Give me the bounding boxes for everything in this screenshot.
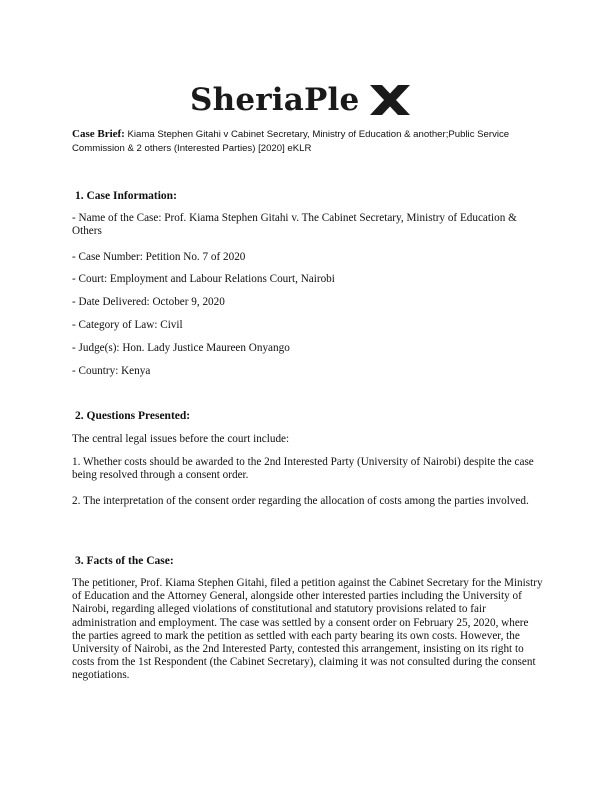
case-info-date: - Date Delivered: October 9, 2020 xyxy=(72,296,225,308)
questions-intro: The central legal issues before the court include: xyxy=(72,433,290,445)
case-info-country: - Country: Kenya xyxy=(72,365,151,377)
case-info-name: - Name of the Case: Prof. Kiama Stephen Gitahi v. The Cabinet Secretary, Ministry of Education & Others xyxy=(72,212,517,238)
question-item: 1. Whether costs should be awarded to the 2nd Interested Party (University of Nairobi) despite the case being resolved through a consent order. xyxy=(72,456,534,482)
case-info-category: - Category of Law: Civil xyxy=(72,319,183,331)
case-info-number: - Case Number: Petition No. 7 of 2020 xyxy=(72,251,246,263)
section-heading-facts: 3. Facts of the Case: xyxy=(75,555,174,567)
case-info-court: - Court: Employment and Labour Relations Court, Nairobi xyxy=(72,273,335,285)
case-info-judges: - Judge(s): Hon. Lady Justice Maureen Onyango xyxy=(72,342,290,354)
sheriaplex-logo xyxy=(190,80,430,120)
x-mark-logo-icon xyxy=(368,83,412,117)
facts-paragraph: The petitioner, Prof. Kiama Stephen Gitahi, filed a petition against the Cabinet Secretary for the Ministry of Education and the Attorney General, alongside other interested parties including the University of Nairobi, regarding alleged violations of constitutional and statutory provisions related to fair administration and employment. The case was settled by a consent order on February 25, 2020, where the parties agreed to mark the petition as settled with each party bearing its own costs. However, the University of Nairobi, as the 2nd Interested Party, contested this arrangement, insisting on its right to costs from the 1st Respondent (the Cabinet Secretary), claiming it was not consulted during the consent negotiations. xyxy=(72,577,543,682)
question-item: 2. The interpretation of the consent order regarding the allocation of costs among the parties involved. xyxy=(72,495,529,507)
logo-wordmark: SheriaPle xyxy=(190,82,360,118)
section-heading-case-information: 1. Case Information: xyxy=(75,190,177,202)
section-heading-questions: 2. Questions Presented: xyxy=(75,410,191,422)
case-brief-title: Kiama Stephen Gitahi v Cabinet Secretary, Ministry of Education & another;Public Service Commission & 2 others (Interested Parties) [2020] eKLR xyxy=(72,129,510,154)
case-brief-label: Case Brief: xyxy=(72,128,125,140)
case-brief xyxy=(72,127,542,156)
